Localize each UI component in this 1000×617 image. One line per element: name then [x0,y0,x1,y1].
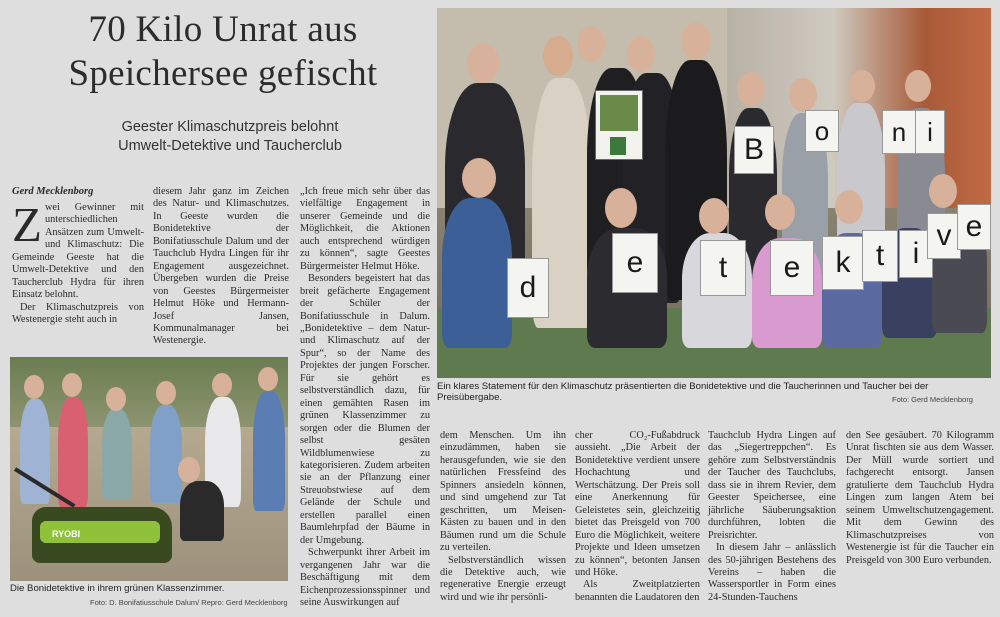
person-head [681,22,711,60]
award-plaque [595,90,643,160]
letter-card: t [700,240,746,296]
drop-cap: Z [12,197,42,252]
person-head [699,198,729,234]
main-photo-credit: Foto: Gerd Mecklenborg [892,395,973,404]
subheadline-line-2: Umwelt-Detektive und Taucherclub [118,138,342,154]
paragraph: In diesem Jahr – anlässlich des 50-jährigen Bestehens des Vereins – haben die Wassersportler in Form eines 24-Stunden-Tauchens [708,542,836,603]
person-child [442,198,512,348]
person-head [905,70,931,102]
person-head [462,158,496,198]
headline-line-2: Speichersee gefischt [68,53,378,94]
paragraph: Besonders begeistert hat das breit gefächerte Engagement der Schüler der Bonifatiusschule in Dalum. „Bonidetektive – dem Natur- und Klimaschutz auf der Spur“, so der Name des Projektes der jungen Forscher. Für sie gehört es selbstverständlich dazu, für einen gemähten Rasen im grünen Klassenzimmer zu sorgen oder die Blumen der selbst gesäten Wildblumenwiese zu kategorisieren. Zudem arbeiten sie an der Pflanzung einer Streuobstwiese auf dem Gelände der Schule und erstellen parallel einen Baumlehrpfad der Bäume in der Umgebung. [300,273,430,546]
letter-card: e [957,204,991,250]
paragraph: „Ich freue mich sehr über das vielfältige Engagement in unserer Gemeinde und die Möglichkeit, die Aktionen auch entsprechend würdigen zu können“, sagte Geestes Bürgermeister Helmut Höke. [300,186,430,272]
paragraph: Selbstverständlich wissen die Detektive auch, wie regenerative Energie erzeugt wird und wie ihr persönli- [440,554,566,603]
person-head [849,70,875,102]
paragraph: Der Klimaschutzpreis von Westenergie steht auch in [12,301,144,326]
letter-card: d [507,258,549,318]
person-head [605,188,637,228]
author-byline: Gerd Mecklenborg [12,186,94,197]
person-head [258,367,278,391]
person-child [253,391,285,511]
letter-card: B [734,126,774,174]
person-head [467,43,499,83]
person-child [58,397,88,507]
small-photo [10,357,288,581]
photo-trees [10,357,288,427]
shield-icon [610,137,626,155]
person-head [737,72,765,106]
small-photo-caption: Die Bonidetektive in ihrem grünen Klassenzimmer. [10,583,225,594]
paragraph: cher CO₂-Fußabdruck aussieht. „Die Arbeit der Bonidetektive verdient unsere Hochachtung und Wertschätzung. Der Preis soll eine Anerkennung für Geleistetes sein, gleichzeitig bietet das Preisgeld von 700 Euro die Möglichkeit, weitere Projekte und Ideen umsetzen zu können“, betonten Jansen und Höke. [575,430,700,578]
letter-card: k [822,236,864,290]
person-head [178,457,200,483]
person-child [150,405,182,503]
person-head [156,381,176,405]
article-column-1 [12,197,144,327]
person-head [765,194,795,230]
article-column-4 [440,430,566,604]
person-head [543,36,573,76]
headline-line-1: 70 Kilo Unrat aus [88,9,358,50]
person-child [102,409,132,499]
person-head [24,375,44,399]
paragraph: Tauchclub Hydra Lingen auf das „Siegertreppchen“. Es gehöre zum Selbstverständnis der Taucher des Tauchclubs, dass sie in ihrem Revier, dem Geester Speichersee, eine jährliche Säuberungsaktion durchführen, lobten die Preisrichter. [708,430,836,541]
person-head [106,387,126,411]
main-photo-caption: Ein klares Statement für den Klimaschutz präsentierten die Bonidetektive und die Taucherinnen und Taucher bei der Preisübergabe. [437,381,929,403]
article-column-7 [846,430,994,567]
letter-card: t [862,230,898,282]
paragraph: den See gesäubert. 70 Kilogramm Unrat fischten sie aus dem Wasser. Der Müll wurde sortiert und fachgerecht entsorgt. Jansen gratulierte dem Tauchclub Hydra Lingen zum langen Atem bei seinem Umweltschutzengagement. Mit dem Gewinn des Klimaschutzpreises von Westenergie ist für die Taucher ein Preisgeld von 300 Euro verbunden. [846,430,994,566]
letter-card: v [927,213,961,259]
letter-card: i [915,110,945,154]
paragraph: wei Gewinner mit unterschiedlichen Ansätzen zum Umwelt- und Klimaschutz: Die Gemeinde Geeste hat die Umwelt-Detektive und den Taucherclub Hydra für ihren Einsatz belohnt. [12,202,144,301]
paragraph: dem Menschen. Um ihn einzudämmen, haben sie herausgefunden, wie sie den natürlichen Fressfeind des Spinners ansiedeln können, und sind umgehend zur Tat geschritten, um Meisen-Kästen zu bauen und in den Bäumen rund um die Schule zu verteilen. [440,430,566,554]
letter-card: o [805,110,839,152]
person-head [62,373,82,397]
article-column-6 [708,430,836,604]
paragraph: Schwerpunkt ihrer Arbeit im vergangenen Jahr war die Beschäftigung mit dem Eichenprozessionsspinner und seine Auswirkungen auf [300,547,430,608]
person-head [929,174,957,208]
letter-card: e [770,240,814,296]
person-head [577,26,605,62]
person-head [789,78,817,112]
headline [18,8,428,96]
plaque-image [600,95,638,131]
letter-card: e [612,233,658,293]
main-photo [437,8,991,378]
article-column-3 [300,186,430,609]
lawn-mower [32,507,172,563]
letter-card: i [899,230,933,278]
subheadline-line-1: Geester Klimaschutzpreis belohnt [121,119,339,135]
person-head [212,373,232,397]
person-child [180,481,224,541]
person-head [627,36,655,72]
article-column-5 [575,430,700,604]
small-photo-credit: Foto: D. Bonifatiusschule Dalum/ Repro: Gerd Mecklenborg [90,598,288,607]
subheadline [60,118,400,156]
mower-brand-label: RYOBI [52,529,81,539]
paragraph: Als Zweitplatzierten benannten die Laudatoren den [575,579,700,603]
article-column-2 [153,186,289,348]
person-head [835,190,863,224]
letter-card: n [882,110,916,154]
paragraph: diesem Jahr ganz im Zeichen des Natur- und Klimaschutzes. In Geeste wurden die Bonidetektive der Bonifatiusschule Dalum und der Tauchclub Hydra Lingen für ihr Engagement ausgezeichnet. Übergeben wurden die Preise von Geestes Bürgermeister Helmut Höke und Hermann-Josef Jansen, Kommunalmanager bei Westenergie. [153,186,289,347]
